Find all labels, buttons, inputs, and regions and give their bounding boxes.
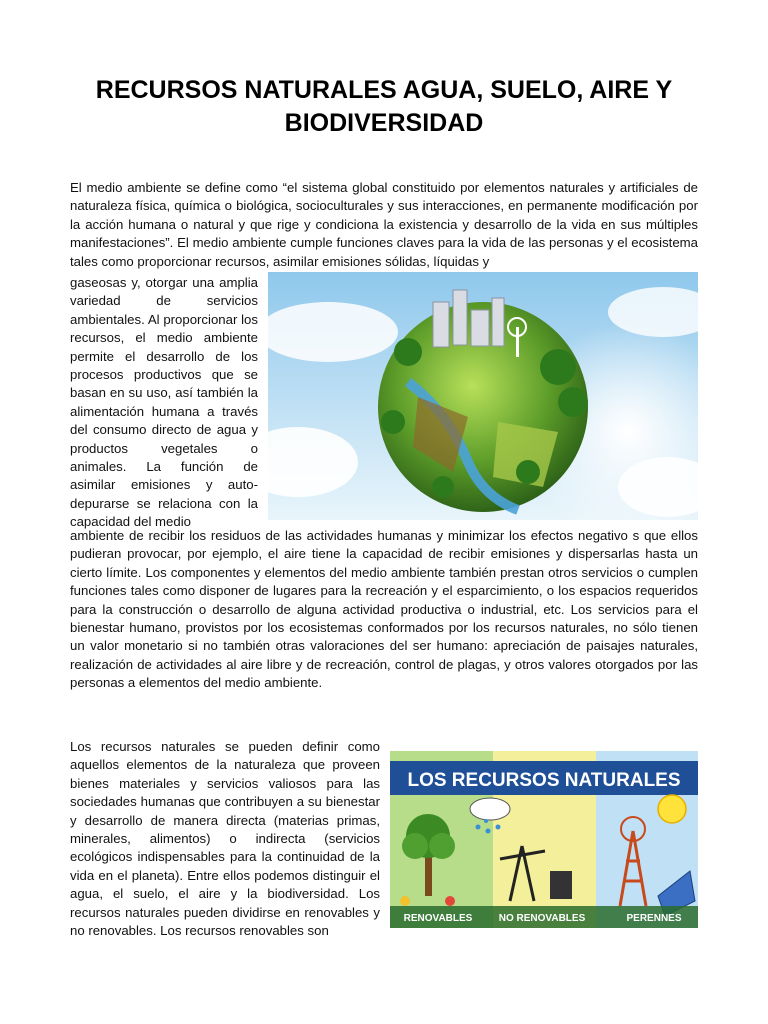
label-renewable: RENOVABLES [403,913,473,924]
planet-illustration [268,272,698,520]
paragraph-intro: El medio ambiente se define como “el sistema global constituido por elementos naturales y artificiales de naturaleza física, química o biológica, socioculturales y sus interacciones, en permanente modificación por la acción humana o natural y que rige y condiciona la existencia y desarrollo de la vida en sus múltiples manifestaciones”. El medio ambiente cumple funciones claves para la vida de las personas y el ecosistema tales como proporcionar recursos, asimilar emisiones sólidas, líquidas y [70,180,698,269]
planet-ecosystem-image [268,272,698,520]
paragraph-wrap-left: gaseosas y, otorgar una amplia variedad de servicios ambientales. Al proporcionar los recursos, el medio ambiente permite el desarrollo de los procesos productivos que se basan en su uso, así también la alimentación humana a través del consumo directo de agua y productos vegetales o animales. La función de asimilar emisiones y auto-depurarse se relaciona con la capacidad del medio [70,275,258,530]
paragraph-natural-resources: Los recursos naturales se pueden definir como aquellos elementos de la naturaleza que proveen bienes materiales y servicios valiosos para las sociedades humanas que contribuyen a su bienestar y desarrollo de manera directa (materias primas, minerales, alimentos) o indirecta (servicios ecológicos indispensables para la continuidad de la vida en el planeta). Entre ellos podemos distinguir el agua, el suelo, el aire y la biodiversidad. Los recursos naturales pueden dividirse en renovables y no renovables. Los recursos renovables son [70,739,380,939]
page-title: RECURSOS NATURALES AGUA, SUELO, AIRE Y BIODIVERSIDAD [95,76,673,137]
label-nonrenewable: NO RENOVABLES [498,913,586,924]
label-perennial: PERENNES [626,913,682,924]
paragraph-continuation: ambiente de recibir los residuos de las actividades humanas y minimizar los efectos negativo s que ellos pudieran provocar, por ejemplo, el aire tiene la capacidad de recibir emisiones y dispersarlas hasta un cierto límite. Los componentes y elementos del medio ambiente también prestan otros servicios o cumplen funciones tales como disponer de lugares para la recreación y el esparcimiento, o los espacios requeridos para la construcción o desarrollo de alguna actividad productiva o industrial, etc. Los servicios para el bienestar humano, provistos por los ecosistemas conformados por los recursos naturales, no sólo tienen un valor monetario si no también otras valoraciones del ser humano: apreciación de paisajes naturales, realización de actividades al aire libre y de recreación, control de plagas, y otros valores otorgados por las personas a elementos del medio ambiente. [70,528,698,691]
natural-resources-infographic [390,751,698,928]
resources-illustration [390,751,698,928]
infographic-heading: LOS RECURSOS NATURALES [407,770,681,791]
